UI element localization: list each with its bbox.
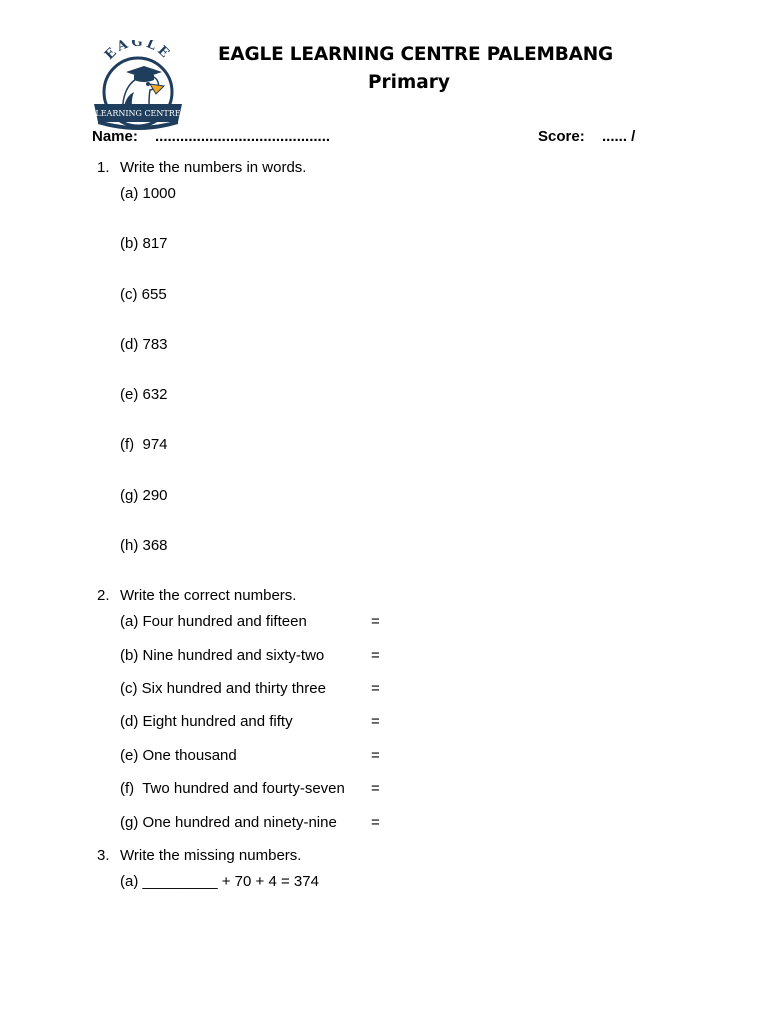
q1-item: (e) 632 xyxy=(120,386,168,403)
q3-text: Write the missing numbers. xyxy=(120,847,302,864)
logo-top-text: EAGLE xyxy=(102,40,174,63)
svg-text:EAGLE xyxy=(102,40,174,63)
eagle-logo xyxy=(90,40,186,132)
name-blank: .......................................... xyxy=(155,128,331,145)
q2-item: (d) Eight hundred and fifty xyxy=(120,713,293,730)
q1-item: (a) 1000 xyxy=(120,185,176,202)
score-label: Score: xyxy=(538,128,585,145)
logo-ring-text: LEARNING CENTRE xyxy=(95,109,181,118)
q2-item: (a) Four hundred and fifteen xyxy=(120,613,307,630)
q2-equals: = xyxy=(371,647,380,664)
q2-item: (b) Nine hundred and sixty-two xyxy=(120,647,325,664)
q1-item: (b) 817 xyxy=(120,235,168,252)
name-label: Name: xyxy=(92,128,138,145)
q2-number: 2. xyxy=(97,587,110,604)
q1-item: (h) 368 xyxy=(120,537,168,554)
q2-equals: = xyxy=(371,713,380,730)
q1-item: (c) 655 xyxy=(120,286,167,303)
q2-equals: = xyxy=(371,814,380,831)
q2-equals: = xyxy=(371,747,380,764)
q2-equals: = xyxy=(371,613,380,630)
q2-item: (f) Two hundred and fourty-seven xyxy=(120,780,345,797)
q2-equals: = xyxy=(371,680,380,697)
q2-item: (c) Six hundred and thirty three xyxy=(120,680,326,697)
q1-item: (f) 974 xyxy=(120,436,168,453)
q2-text: Write the correct numbers. xyxy=(120,587,297,604)
q1-item: (d) 783 xyxy=(120,336,168,353)
q3-item: (a) _________ + 70 + 4 = 374 xyxy=(120,873,319,890)
level-subtitle: Primary xyxy=(368,72,450,93)
score-value: ...... / xyxy=(602,128,636,145)
school-title: EAGLE LEARNING CENTRE PALEMBANG xyxy=(218,44,614,65)
q1-text: Write the numbers in words. xyxy=(120,159,307,176)
q2-item: (e) One thousand xyxy=(120,747,237,764)
q3-number: 3. xyxy=(97,847,110,864)
q2-equals: = xyxy=(371,780,380,797)
q1-number: 1. xyxy=(97,159,110,176)
q2-item: (g) One hundred and ninety-nine xyxy=(120,814,337,831)
q1-item: (g) 290 xyxy=(120,487,168,504)
